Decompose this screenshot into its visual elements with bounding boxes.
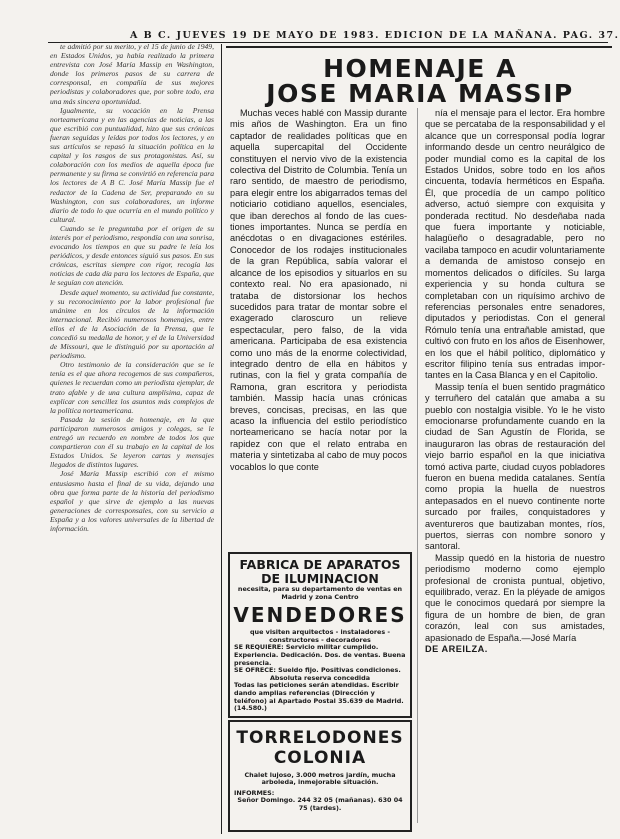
left-paragraph: te admitió por su merito, y el 15 de junio de 1949, en Estados Unidos, ya había realizado la primera entrevista con José María Massip en Washington, donde los primeros pasos de su carrera de corresponsal, en compañía de sus mejores periodistas y colaboradores que, por sobre todo, era una más sincera oportunidad. [50,42,214,106]
ad2-description: Chalet lujoso, 3.000 metros jardín, mucha arboleda, inmejorable situación. [244,771,396,787]
lighting-factory-ad [228,552,412,718]
article-paragraph: Massip quedó en la historia de nuestro periodismo moderno como ejemplo profesional de cronista puntual, objetivo, equilibrado, veraz. En la pléyade de amigos que le conocimos quedará por siempre la figura de un hombre de bien, de gran corazón, leal con sus amistades, apasionado de España.—José María [425,552,605,643]
ad1-needs: necesita, para su departamento de ventas en Madrid y zona Centro [237,585,403,601]
left-column-text [50,42,214,838]
article-signature: DE AREILZA. [425,644,488,655]
article-title-line1: HOMENAJE A [323,54,517,83]
article-paragraph: Muchas veces hablé con Massip durante mis años de Washington. Era un fino captador de realidades políticas que en aquella supercapital del Occidente constituyen el nervio vivo de la existencia colectiva del Distrito de Columbia. Tenía un raro sentido, de maestro de periodismo, para elegir entre los abigarrados temas del noticiario cotidiano aquellos, esenciales, que iban derechos al fondo de las cuestiones importantes. Nunca se perdía en anécdotas o en divagaciones estériles. Conocedor de los rodajes institucionales de la gran República, sabía valorar el alcance de los episodios y situarlos en su contexto real. No era apasionado, ni trataba de distorsionar los hechos sucedidos para tratar de montar sobre el exagerado claroscuro un relieve espectacular, pero falso, de la vida americana. Participaba de esa existencia como uno más de la enorme colectividad, integrado dentro de ella en hábitos y rutinas, con la fiel y grata compañía de Ramona, gran escritora y periodista también. Massip hacía unas crónicas breves, concisas, precisas, en las que acaso la influencia del estilo periodístico norteamericano se hacía notar por la rapidez con que el relato entraba en materia y sintetizaba al cabo de muy pocos vocablos lo que conte [230,108,407,472]
ad2-info-label: INFORMES: [234,788,275,797]
ad2-title-line1: TORRELODONES [236,728,404,748]
ad1-contact: Todas las peticiones serán atendidas. Escribir dando amplias referencias (Dirección y teléfono) al Apartado Postal 35.639 de Madrid. (14.580.) [234,681,404,713]
column-divider-left [221,44,222,834]
torrelodones-ad [228,720,412,832]
article-title-line2: JOSE MARIA MASSIP [266,79,574,108]
ad1-targets: que visiten arquitectos - instaladores - constructores - decoradores [249,628,391,644]
ad2-title-line2: COLONIA [273,748,367,768]
article-title [230,56,610,106]
page-header: A B C. JUEVES 19 DE MAYO DE 1983. EDICION DE LA MAÑANA. PAG. 37. [130,30,620,41]
left-paragraph: Cuando se le preguntaba por el origen de su interés por el periodismo, respondía con una sonrisa, evocando los tiempos en que su padre le leía los periódicos, y desde entonces siguió sus pasos. En sus crónicas, escritas siempre con rigor, recogía las noticias de cada día para los lectores de España, que le seguían con atención. [50,223,214,288]
left-paragraph: José María Massip escribió con el mismo entusiasmo hasta el final de su vida, dejando una obra que forma parte de la historia del periodismo español y que sirve de ejemplo a las nuevas generaciones de corresponsales, con su servicio a España y a los valores universales de la libertad de información. [50,469,214,533]
article-frame-top [226,46,612,48]
article-paragraph: Massip tenía el buen sentido pragmático y terruñero del catalán que amaba a su pueblo con nostalgia visible. Yo le he visto emocionarse profundamente cuando en la ciudad de San Agustín de Florida, se inauguraron las obras de restauración del viejo barrio español en la que iniciativa tomó activa parte, ciudad cuyos pobladores fueron en buena medida catalanes. Sentía como propia la huella de nuestros antepasados en el nuevo continente norte surcado por frailes, conquistadores y aventureros que bautizaban montes, ríos, puertos, sierras con nombre sonoro y santoral. [425,381,605,552]
article-paragraph: nía el mensaje para el lector. Era hombre que se percataba de la responsabilidad y el alcance que un corresponsal podía lograr informando desde un centro neurálgico de poder mundial como es la capital de los Estados Unidos, sobre todo en los años cincuenta, todavía herméticos en España. Él, que procedía de un campo político adverso, actuó siempre con exquisita y ponderada rectitud. No desdeñaba nada que fuera importante y noticiable, halagüeño o desagradable, pero no vacilaba tampoco en acudir voluntariamente a demanda de amistoso consejo en momentos delicados o difíciles. Su larga experiencia y su honda cultura se completaban con un riquísimo archivo de referencias personales entre senadores, diputados y periodistas. Con el general Rómulo tenía una entrañable amistad, que cultivó con fruto en los años de Eisenhower, en los que el hábil político, diplomático y escritor filipino tenía sus entradas importantes en la Casa Blanca y en el Capitolio. [425,108,605,381]
column-divider-right [417,108,418,823]
left-paragraph: Pasada la sesión de homenaje, en la que participaron numerosos amigos y colegas, se le entregó un recuerdo en nombre de todos los que compartieron con él su trabajo en la capital de los Estados Unidos. Se leyeron cartas y mensajes llegados de distintos lugares. [50,414,214,470]
ad1-title-line1: FABRICA DE APARATOS [239,557,401,572]
ad1-requirements: SE REQUIERE: Servicio militar cumplido. Experiencia. Dedicación. Dos. de ventas. Buena presencia. [234,643,406,667]
ad1-reserve: Absoluta reserva concedida [269,673,371,682]
article-column-2 [425,108,605,823]
ad2-phone: Señor Domingo. 244 32 05 (mañanas). 630 04 75 (tardes). [237,796,403,812]
left-paragraph: Otro testimonio de la consideración que se le tenía es el que ahora recogemos de sus compañeros, quienes le recuerdan como un periodista ejemplar, de trato afable y de una cultura amplísima, capaz de explicar con sencillez los asuntos más complejos de la política norteamericana. [50,360,214,415]
article-column-1 [230,108,407,564]
left-paragraph: Igualmente, su vocación en la Prensa norteamericana y en las agencias de noticias, a las que escribió con puntualidad, hizo que sus crónicas fueran seguidas y leídas por todos los lectores, y en sus artículos se repasó la situación política en la capital y los rasgos de sus protagonistas. Así, su colaboración con los medios de aquella época fue permanente y su firma se convirtió en referencia para los lectores de A B C. José María Massip fue el redactor de la Cadena de Ser, preparando en su Washington, con sus colaboradores, un informe diario de todo lo que ocurría en el mundo político y cultural. [50,105,214,224]
left-paragraph: Desde aquel momento, su actividad fue constante, y su reconocimiento por la labor profesional fue unánime en los círculos de la información internacional. Recibió numerosos homenajes, entre ellos el de la Asociación de la Prensa, que le concedió su medalla de honor, y el de la Universidad de Missouri, que le distinguió por su aportación al periodismo. [50,287,214,361]
ad1-headline: VENDEDORES [233,603,407,628]
ad1-offer: SE OFRECE: Sueldo fijo. Positivas condiciones. [234,666,401,675]
ad1-title-line2: DE ILUMINACION [261,571,379,586]
